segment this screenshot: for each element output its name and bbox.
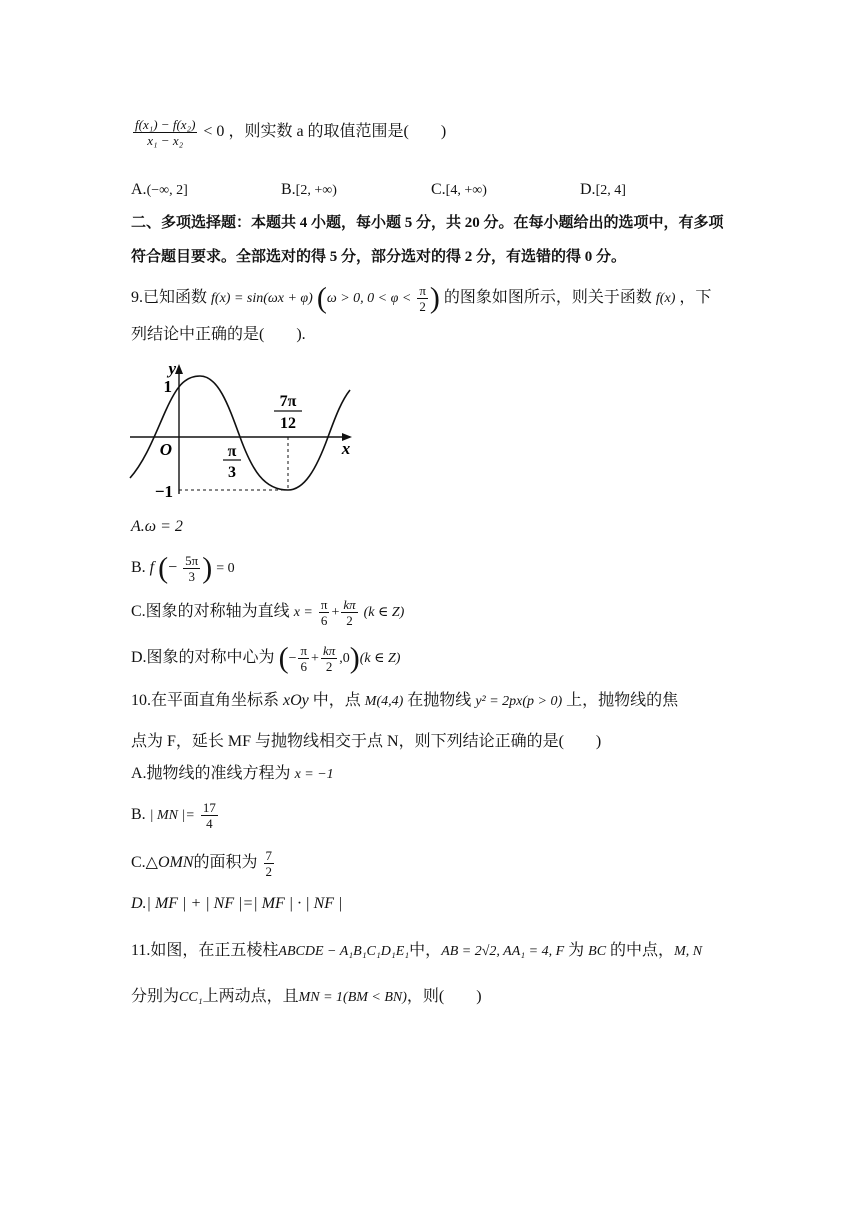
q9-condition: ω > 0, 0 < φ < <box>326 291 412 307</box>
plus-sign: + <box>331 605 340 621</box>
q8-denominator: x₁ − x₂ <box>147 133 184 148</box>
frac-den: 2 <box>265 864 273 879</box>
left-paren: ( <box>278 641 289 675</box>
q10-text-g: 上，抛物线的焦 <box>566 692 679 709</box>
frac-num: kπ <box>343 597 356 612</box>
q8-inequality: < 0 <box>203 123 225 141</box>
y-axis-arrow <box>175 364 183 374</box>
q11-points-mn: M, N <box>674 944 703 959</box>
right-paren: ) <box>349 641 360 675</box>
option-text: 的面积为 <box>193 854 258 872</box>
option-text: A.ω = 2 <box>131 518 183 535</box>
q11-segment-bc: BC <box>588 944 607 959</box>
right-paren: ) <box>429 281 440 315</box>
frac-num: 7 <box>265 848 273 863</box>
q9-suffix2: ，下 <box>679 289 712 307</box>
frac-den: 6 <box>320 613 328 628</box>
q9-stem-line1 <box>131 283 711 314</box>
q11-stem-line2 <box>131 986 482 1009</box>
q11-lengths: AB = 2√2, AA₁ = 4, F <box>441 944 565 959</box>
option-value: (−∞, 2] <box>146 183 188 198</box>
option-c-fraction <box>264 848 275 879</box>
section2-line2: 符合题目要求。全部选对的得 5 分，部分选对的得 2 分，有选错的得 0 分。 <box>131 249 627 265</box>
minus-sign: − <box>288 651 297 667</box>
q11-text-a2: 分别为 <box>131 988 180 1005</box>
option-rhs: = 0 <box>216 561 235 577</box>
q10-text-a: 10.在平面直角坐标系 <box>131 692 280 709</box>
option-c-frac1 <box>319 597 330 628</box>
option-label: B. <box>281 181 296 198</box>
option-text: D.| MF | + | NF |=| MF | · | NF | <box>131 895 343 912</box>
q8-numerator: f(x₁) − f(x₂) <box>135 117 196 132</box>
plus-sign: + <box>311 651 319 667</box>
frac-num: π <box>419 283 426 298</box>
q10-text-e: 在抛物线 <box>407 692 472 709</box>
q9-function: f(x) = sin(ωx + φ) <box>211 291 313 307</box>
q11-condition: MN = 1(BM < BN) <box>298 990 407 1005</box>
left-paren: ( <box>316 281 327 315</box>
option-label: C. <box>131 854 146 872</box>
q8-question: ，则实数 a 的取值范围是( ) <box>228 123 447 141</box>
q10-option-a <box>131 763 334 786</box>
option-label: B. <box>131 806 146 824</box>
q10-option-c <box>131 848 276 879</box>
frac-den: 6 <box>300 659 307 674</box>
q11-text-e: 为 <box>568 942 585 959</box>
left-paren: ( <box>158 551 169 585</box>
q10-point-m: M(4,4) <box>364 694 404 709</box>
frac-den: 4 <box>206 816 213 831</box>
option-label: C. <box>431 181 446 198</box>
option-eq: x = −1 <box>294 767 334 782</box>
frac-num: π <box>320 597 328 612</box>
option-d-frac1 <box>298 643 309 674</box>
option-value: [4, +∞) <box>445 183 487 198</box>
option-label: D. <box>580 181 596 198</box>
section2-line1: 二、多项选择题：本题共 4 小题，每小题 5 分，共 20 分。在每小题给出的选项中，有多项 <box>131 215 724 231</box>
q11-text-g: 的中点， <box>610 942 675 959</box>
option-text: A.抛物线的准线方程为 <box>131 765 291 782</box>
q8-fraction <box>133 117 197 148</box>
tick-pi3-den: 3 <box>228 464 236 481</box>
tick-7pi12-num: 7π <box>279 393 297 410</box>
option-b-fraction <box>183 553 200 584</box>
frac-den: 2 <box>325 659 333 674</box>
tick-7pi12-den: 12 <box>280 415 296 432</box>
option-label: A. <box>131 181 147 198</box>
option-x: x = <box>293 605 313 621</box>
option-b-fraction <box>201 800 218 831</box>
minus-sign: − <box>168 559 178 577</box>
q10-parabola: y² = 2px(p > 0) <box>475 694 563 709</box>
q11-text-e2: ，则( ) <box>406 988 482 1005</box>
frac-num: 17 <box>202 800 216 815</box>
y-tick-neg1: −1 <box>154 482 173 500</box>
frac-num: 5π <box>185 553 199 568</box>
q10-option-d <box>131 893 342 915</box>
option-text: C.图象的对称轴为直线 <box>131 603 290 621</box>
option-triangle: △OMN <box>145 854 194 872</box>
q11-text-c2: 上两动点，且 <box>202 988 299 1005</box>
option-f: f <box>149 559 155 577</box>
y-label: y <box>168 360 176 378</box>
option-domain: (k ∈ Z) <box>363 605 405 621</box>
q9-sine-graph <box>128 360 358 500</box>
q10-stem-line1 <box>131 690 678 713</box>
q9-prefix: 9.已知函数 <box>131 289 208 307</box>
q10-stem-line2: 点为 F，延长 MF 与抛物线相交于点 N，则下列结论正确的是( ) <box>131 733 602 750</box>
q8-condition <box>131 117 446 148</box>
q11-segment-cc1: CC₁ <box>179 990 203 1005</box>
q9-option-c <box>131 597 404 628</box>
option-d-frac2 <box>321 643 337 674</box>
q11-prism: ABCDE − A₁B₁C₁D₁E₁ <box>278 944 410 959</box>
q9-option-a <box>131 516 183 538</box>
tick-pi3-num: π <box>227 443 237 460</box>
y-tick-1: 1 <box>163 377 172 396</box>
q11-text-a: 11.如图，在正五棱柱 <box>131 942 279 959</box>
q9-option-d <box>131 643 400 674</box>
option-eq: | MN |= <box>149 808 195 824</box>
q9-stem-line2: 列结论中正确的是( ). <box>131 326 306 343</box>
x-label: x <box>341 439 351 458</box>
q8-option-b <box>281 179 337 202</box>
right-paren: ) <box>202 551 213 585</box>
option-c-frac2 <box>341 597 357 628</box>
option-label: B. <box>131 559 146 577</box>
origin-label: O <box>159 440 172 459</box>
frac-num: π <box>300 643 308 658</box>
q11-stem-line1 <box>131 940 702 963</box>
q10-coord-system: xOy <box>283 692 309 709</box>
q9-fx: f(x) <box>655 291 676 307</box>
q8-option-a <box>131 179 188 202</box>
q9-condition-fraction <box>417 283 428 314</box>
q10-option-b <box>131 800 220 831</box>
option-text: D.图象的对称中心为 <box>131 649 275 667</box>
q8-option-d <box>580 179 626 202</box>
frac-den: 2 <box>419 299 426 314</box>
q11-text-c: 中， <box>409 942 442 959</box>
frac-den: 3 <box>188 569 195 584</box>
frac-den: 2 <box>346 613 353 628</box>
option-value: [2, 4] <box>595 183 626 198</box>
q9-option-b <box>131 553 235 584</box>
comma-zero: ,0 <box>339 651 350 667</box>
option-value: [2, +∞) <box>295 183 337 198</box>
q10-text-c: 中，点 <box>312 692 361 709</box>
frac-num: kπ <box>322 643 336 658</box>
q9-suffix: 的图象如图所示，则关于函数 <box>443 289 652 307</box>
option-domain: (k ∈ Z) <box>359 651 401 667</box>
q8-option-c <box>431 179 487 202</box>
